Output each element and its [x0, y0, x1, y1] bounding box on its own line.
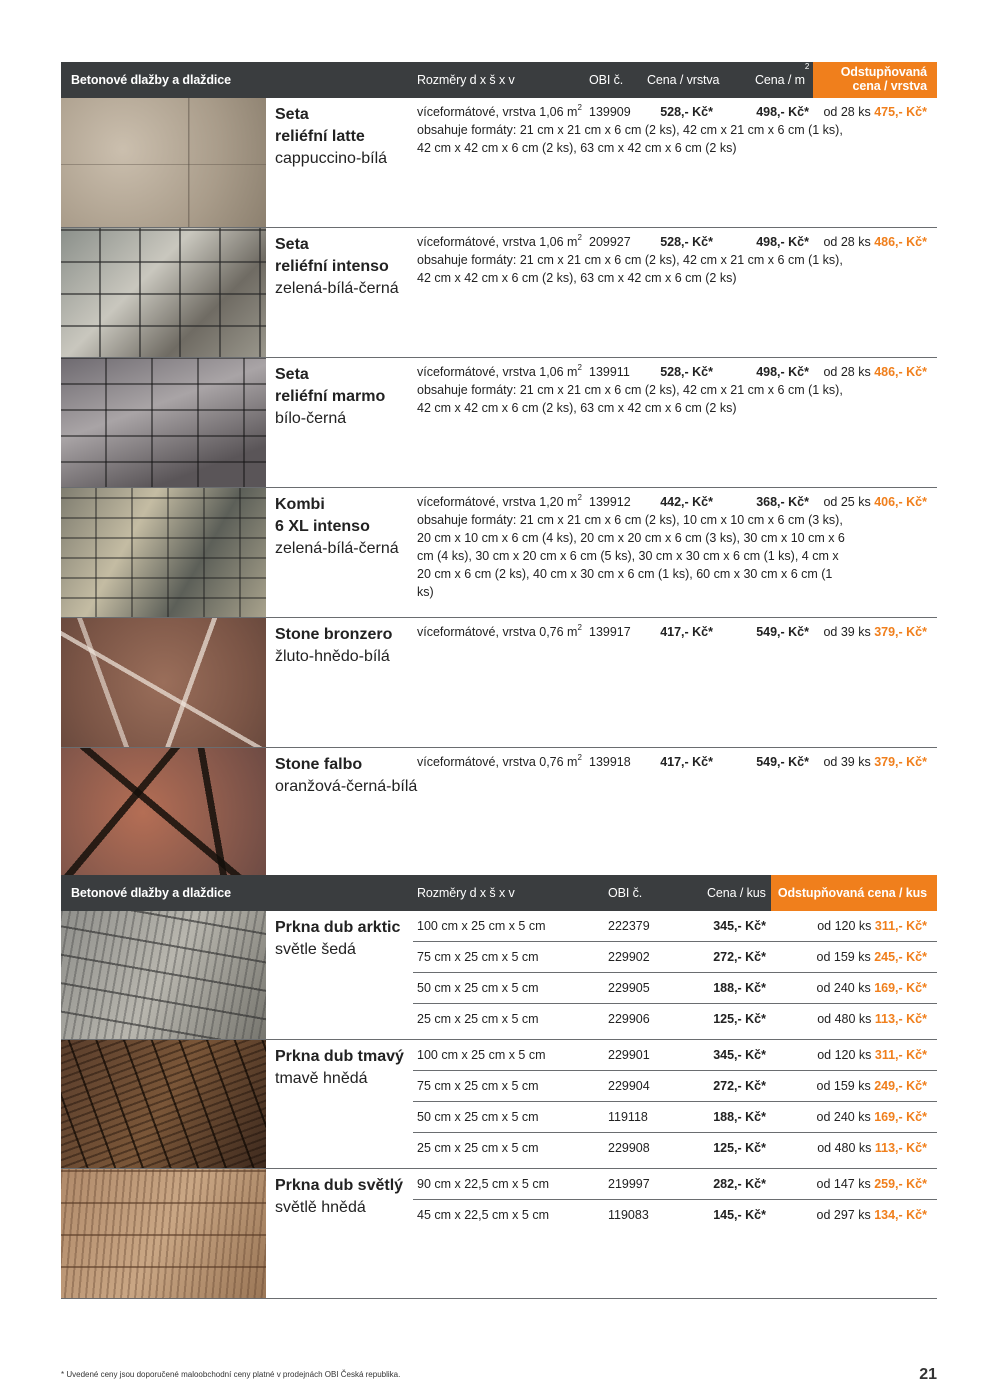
price-piece: 282,- Kč*	[713, 1177, 766, 1191]
graded-value: 169,- Kč*	[874, 1110, 927, 1124]
item-dims: 75 cm x 25 cm x 5 cm	[417, 950, 539, 964]
product-name-line1: Seta	[275, 106, 309, 123]
price-piece: 145,- Kč*	[713, 1208, 766, 1222]
graded-price	[817, 1046, 927, 1064]
table-row	[61, 228, 937, 358]
obi-number: 229902	[608, 950, 650, 964]
graded-value: 134,- Kč*	[874, 1208, 927, 1222]
graded-value: 113,- Kč*	[874, 1012, 927, 1026]
col-graded-price: Odstupňovaná cena / vrstva	[813, 62, 937, 98]
graded-qty: od 147 ks	[816, 1177, 875, 1191]
desc-main: víceformátové, vrstva 1,06 m	[417, 105, 578, 119]
obi-number: 229906	[608, 1012, 650, 1026]
obi-number: 139917	[589, 625, 631, 639]
product-name	[275, 1046, 404, 1090]
graded-price	[817, 1206, 928, 1224]
graded-value: 311,- Kč*	[874, 919, 927, 933]
list-item	[413, 1169, 937, 1200]
graded-price	[817, 1010, 927, 1028]
graded-value: 311,- Kč*	[874, 1048, 927, 1062]
list-item	[413, 1200, 937, 1231]
graded-price	[823, 493, 927, 511]
desc-sup: 2	[577, 363, 582, 372]
obi-number: 219997	[608, 1177, 650, 1191]
product-color: světlě hnědá	[275, 1199, 366, 1216]
graded-value: 169,- Kč*	[874, 981, 927, 995]
graded-price	[817, 917, 927, 935]
product-name-line2: 6 XL intenso	[275, 518, 370, 535]
obi-number: 229905	[608, 981, 650, 995]
item-dims: 25 cm x 25 cm x 5 cm	[417, 1141, 539, 1155]
price-piece: 188,- Kč*	[713, 981, 766, 995]
list-item	[413, 1071, 937, 1102]
graded-qty: od 159 ks	[816, 1079, 875, 1093]
desc-formats: obsahuje formáty: 21 cm x 21 cm x 6 cm (2 ks), 10 cm x 10 cm x 6 cm (3 ks), 20 cm x 10 cm x 6 cm (4 ks), 20 cm x 20 cm x 6 cm (3 ks), 30 cm x 10 cm x 6 cm (4 ks), 30 cm x 20 cm x 6 cm (5 ks), 30 cm x 30 cm x 6 cm (1 ks), 4 cm x 20 cm x 6 cm (2 ks), 40 cm x 30 cm x 6 cm (1 ks), 60 cm x 30 cm x 6 cm (1 ks)	[417, 513, 845, 599]
price-m2: 549,- Kč*	[756, 625, 809, 639]
graded-qty: od 120 ks	[817, 1048, 875, 1062]
graded-price	[817, 1108, 928, 1126]
obi-number: 139909	[589, 105, 631, 119]
product-color: cappuccino-bílá	[275, 150, 388, 167]
graded-qty: od 240 ks	[816, 1110, 875, 1124]
product-name	[275, 624, 392, 668]
obi-number: 229908	[608, 1141, 650, 1155]
graded-price	[823, 233, 927, 251]
price-m2: 368,- Kč*	[756, 495, 809, 509]
product-name-line1: Prkna dub světlý	[275, 1177, 404, 1194]
col-obi: OBI č.	[608, 886, 643, 900]
item-dims: 25 cm x 25 cm x 5 cm	[417, 1012, 539, 1026]
desc-sup: 2	[577, 233, 582, 242]
product-color: žluto-hnědo-bílá	[275, 648, 390, 665]
paving-table-layers	[61, 62, 937, 878]
graded-value: 486,- Kč*	[874, 235, 927, 249]
obi-number: 139918	[589, 755, 631, 769]
list-item	[413, 942, 937, 973]
table-header	[61, 875, 937, 911]
obi-number: 229904	[608, 1079, 650, 1093]
product-color: světle šedá	[275, 941, 356, 958]
graded-price	[823, 363, 927, 381]
col-obi: OBI č.	[589, 73, 624, 87]
product-name-line2: reliéfní marmo	[275, 388, 386, 405]
product-name-line1: Prkna dub tmavý	[275, 1048, 404, 1065]
product-name	[275, 104, 387, 170]
product-color: oranžová-černá-bílá	[275, 778, 418, 795]
obi-number: 229901	[608, 1048, 650, 1062]
product-name-line1: Seta	[275, 366, 309, 383]
price-piece: 125,- Kč*	[713, 1141, 766, 1155]
desc-main: víceformátové, vrstva 0,76 m	[417, 755, 578, 769]
graded-value: 379,- Kč*	[874, 755, 927, 769]
graded-value: 379,- Kč*	[874, 625, 927, 639]
graded-qty: od 297 ks	[816, 1208, 875, 1222]
price-m2: 498,- Kč*	[756, 365, 809, 379]
product-photo	[61, 618, 266, 747]
graded-value: 475,- Kč*	[874, 105, 927, 119]
table-row	[61, 1169, 937, 1299]
graded-value: 113,- Kč*	[874, 1141, 927, 1155]
product-color: zelená-bílá-černá	[275, 280, 399, 297]
table-title: Betonové dlažby a dlaždice	[71, 886, 231, 900]
product-photo	[61, 228, 266, 357]
desc-formats: obsahuje formáty: 21 cm x 21 cm x 6 cm (2 ks), 42 cm x 21 cm x 6 cm (1 ks), 42 cm x 42 cm x 6 cm (2 ks), 63 cm x 42 cm x 6 cm (2 ks)	[417, 383, 843, 415]
graded-qty: od 25 ks	[823, 495, 875, 509]
table-row	[61, 488, 937, 618]
product-name-line2: reliéfní latte	[275, 128, 365, 145]
table-header	[61, 62, 937, 98]
desc-sup: 2	[577, 753, 582, 762]
page-number: 21	[919, 1366, 937, 1383]
price-piece: 188,- Kč*	[713, 1110, 766, 1124]
product-photo	[61, 1169, 266, 1298]
price-piece: 345,- Kč*	[713, 919, 766, 933]
desc-main: víceformátové, vrstva 1,20 m	[417, 495, 578, 509]
paving-table-pieces	[61, 875, 937, 1299]
graded-value: 406,- Kč*	[874, 495, 927, 509]
product-color: tmavě hnědá	[275, 1070, 368, 1087]
obi-number: 139912	[589, 495, 631, 509]
item-dims: 50 cm x 25 cm x 5 cm	[417, 1110, 539, 1124]
graded-value: 259,- Kč*	[874, 1177, 927, 1191]
col-price-m2: Cena / $m^2$	[755, 62, 810, 87]
product-photo	[61, 358, 266, 487]
list-item	[413, 911, 937, 942]
graded-price	[823, 753, 927, 771]
graded-price	[817, 1139, 927, 1157]
list-item	[413, 1102, 937, 1133]
price-layer: 417,- Kč*	[660, 625, 713, 639]
graded-price	[817, 1077, 928, 1095]
obi-number: 119118	[608, 1110, 648, 1124]
product-name-line2: reliéfní intenso	[275, 258, 389, 275]
product-photo	[61, 1040, 266, 1168]
desc-sup: 2	[577, 493, 582, 502]
graded-qty: od 39 ks	[823, 625, 875, 639]
price-piece: 272,- Kč*	[713, 1079, 766, 1093]
product-photo	[61, 911, 266, 1039]
table-row	[61, 911, 937, 1040]
col-dims: Rozměry d x š x v	[417, 886, 515, 900]
graded-value: 249,- Kč*	[874, 1079, 927, 1093]
price-piece: 345,- Kč*	[713, 1048, 766, 1062]
product-name	[275, 917, 400, 961]
table-row	[61, 1040, 937, 1169]
obi-number: 119083	[608, 1208, 649, 1222]
product-name	[275, 1175, 403, 1219]
footnote: * Uvedené ceny jsou doporučené maloobchodní ceny platné v prodejnách OBI Česká republika.	[61, 1370, 401, 1379]
price-layer: 417,- Kč*	[660, 755, 713, 769]
list-item	[413, 973, 937, 1004]
product-photo	[61, 488, 266, 617]
item-dims: 100 cm x 25 cm x 5 cm	[417, 1048, 546, 1062]
graded-qty: od 240 ks	[816, 981, 875, 995]
desc-sup: 2	[577, 103, 582, 112]
product-color: bílo-černá	[275, 410, 347, 427]
table-row	[61, 748, 937, 878]
col-graded-price: Odstupňovaná cena / kus	[771, 875, 937, 911]
product-name	[275, 754, 417, 798]
col-dims: Rozměry d x š x v	[417, 73, 515, 87]
desc-formats: obsahuje formáty: 21 cm x 21 cm x 6 cm (2 ks), 42 cm x 21 cm x 6 cm (1 ks), 42 cm x 42 cm x 6 cm (2 ks), 63 cm x 42 cm x 6 cm (2 ks)	[417, 123, 843, 155]
graded-qty: od 28 ks	[823, 105, 875, 119]
list-item	[413, 1004, 937, 1035]
product-name-line1: Stone falbo	[275, 756, 363, 773]
graded-price	[817, 979, 928, 997]
table-row	[61, 618, 937, 748]
price-layer: 528,- Kč*	[660, 235, 713, 249]
product-name-line1: Prkna dub arktic	[275, 919, 401, 936]
obi-number: 209927	[589, 235, 631, 249]
product-name-line1: Stone bronzero	[275, 626, 393, 643]
graded-qty: od 159 ks	[816, 950, 875, 964]
graded-value: 486,- Kč*	[874, 365, 927, 379]
product-photo	[61, 98, 266, 227]
list-item	[413, 1040, 937, 1071]
graded-qty: od 120 ks	[817, 919, 875, 933]
item-dims: 75 cm x 25 cm x 5 cm	[417, 1079, 539, 1093]
obi-number: 222379	[608, 919, 650, 933]
col-price-piece: Cena / kus	[707, 886, 766, 900]
graded-qty: od 28 ks	[823, 235, 875, 249]
price-piece: 272,- Kč*	[713, 950, 766, 964]
table-title: Betonové dlažby a dlaždice	[71, 73, 231, 87]
item-dims: 100 cm x 25 cm x 5 cm	[417, 919, 546, 933]
graded-qty: od 480 ks	[817, 1012, 875, 1026]
product-name	[275, 234, 399, 300]
list-item	[413, 1133, 937, 1164]
price-m2: 498,- Kč*	[756, 105, 809, 119]
product-color: zelená-bílá-černá	[275, 540, 399, 557]
product-name	[275, 364, 385, 430]
table-row	[61, 98, 937, 228]
product-name-line1: Seta	[275, 236, 309, 253]
col-price-layer: Cena / vrstva	[647, 73, 720, 87]
graded-value: 245,- Kč*	[874, 950, 927, 964]
graded-price	[817, 1175, 928, 1193]
item-dims: 90 cm x 22,5 cm x 5 cm	[417, 1177, 549, 1191]
graded-price	[817, 948, 928, 966]
product-photo	[61, 748, 266, 877]
graded-qty: od 480 ks	[817, 1141, 875, 1155]
graded-price	[823, 103, 927, 121]
desc-main: víceformátové, vrstva 1,06 m	[417, 365, 578, 379]
product-name	[275, 494, 399, 560]
price-layer: 442,- Kč*	[660, 495, 713, 509]
graded-qty: od 39 ks	[823, 755, 875, 769]
obi-number: 139911	[589, 365, 630, 379]
price-layer: 528,- Kč*	[660, 365, 713, 379]
price-piece: 125,- Kč*	[713, 1012, 766, 1026]
graded-qty: od 28 ks	[823, 365, 875, 379]
desc-main: víceformátové, vrstva 0,76 m	[417, 625, 578, 639]
price-layer: 528,- Kč*	[660, 105, 713, 119]
product-name-line1: Kombi	[275, 496, 325, 513]
item-dims: 50 cm x 25 cm x 5 cm	[417, 981, 539, 995]
desc-sup: 2	[577, 623, 582, 632]
graded-price	[823, 623, 927, 641]
desc-main: víceformátové, vrstva 1,06 m	[417, 235, 578, 249]
desc-formats: obsahuje formáty: 21 cm x 21 cm x 6 cm (2 ks), 42 cm x 21 cm x 6 cm (1 ks), 42 cm x 42 cm x 6 cm (2 ks), 63 cm x 42 cm x 6 cm (2 ks)	[417, 253, 843, 285]
price-m2: 549,- Kč*	[756, 755, 809, 769]
price-m2: 498,- Kč*	[756, 235, 809, 249]
table-row	[61, 358, 937, 488]
item-dims: 45 cm x 22,5 cm x 5 cm	[417, 1208, 549, 1222]
